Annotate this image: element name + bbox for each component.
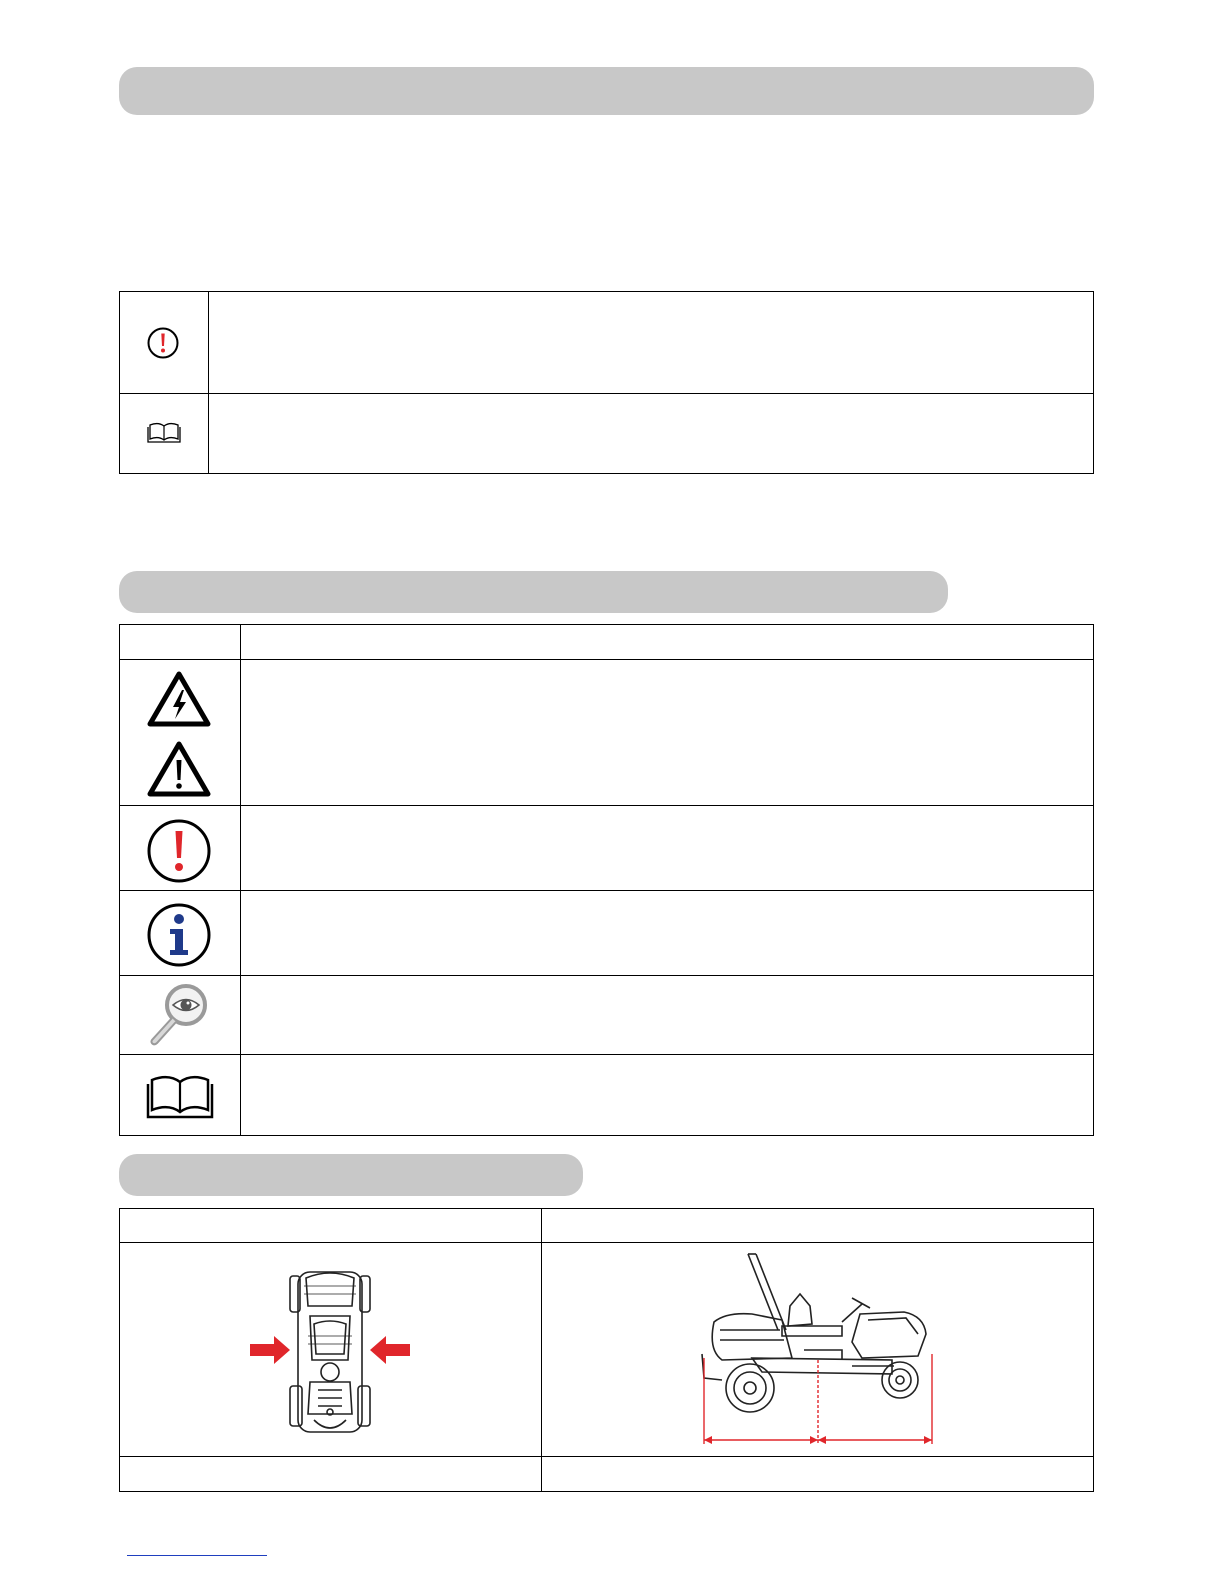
mower-top-view-image [248, 1264, 412, 1440]
inspect-magnifier-icon [146, 980, 214, 1046]
dimensions-table-footer-line [119, 1456, 1094, 1457]
symbols-table-row-line-2 [119, 890, 1094, 891]
mower-side-view-image [692, 1250, 942, 1446]
intro-table-divider-h [119, 393, 1094, 394]
symbols-table [119, 624, 1094, 1136]
section-header-bar-2 [119, 571, 948, 613]
intro-table-divider-v [208, 291, 209, 474]
section-header-bar-1 [119, 67, 1094, 115]
information-circle-icon [146, 902, 212, 968]
footer-link-underline[interactable] [127, 1555, 267, 1556]
symbols-table-row-line-1 [119, 805, 1094, 806]
symbols-table-header-line [119, 659, 1094, 660]
electric-hazard-triangle-icon [146, 670, 212, 728]
intro-table [119, 291, 1094, 474]
dimensions-table-header-line [119, 1242, 1094, 1243]
symbols-table-divider-v [240, 624, 241, 1136]
symbols-table-row-line-4 [119, 1054, 1094, 1055]
attention-circle-icon [146, 818, 212, 884]
manual-book-icon [147, 422, 181, 444]
manual-book-icon [146, 1074, 214, 1120]
attention-circle-icon [146, 326, 180, 360]
section-header-bar-3 [119, 1154, 583, 1196]
symbols-table-row-line-3 [119, 975, 1094, 976]
dimensions-table-divider-v [541, 1208, 542, 1492]
general-warning-triangle-icon [146, 740, 212, 798]
